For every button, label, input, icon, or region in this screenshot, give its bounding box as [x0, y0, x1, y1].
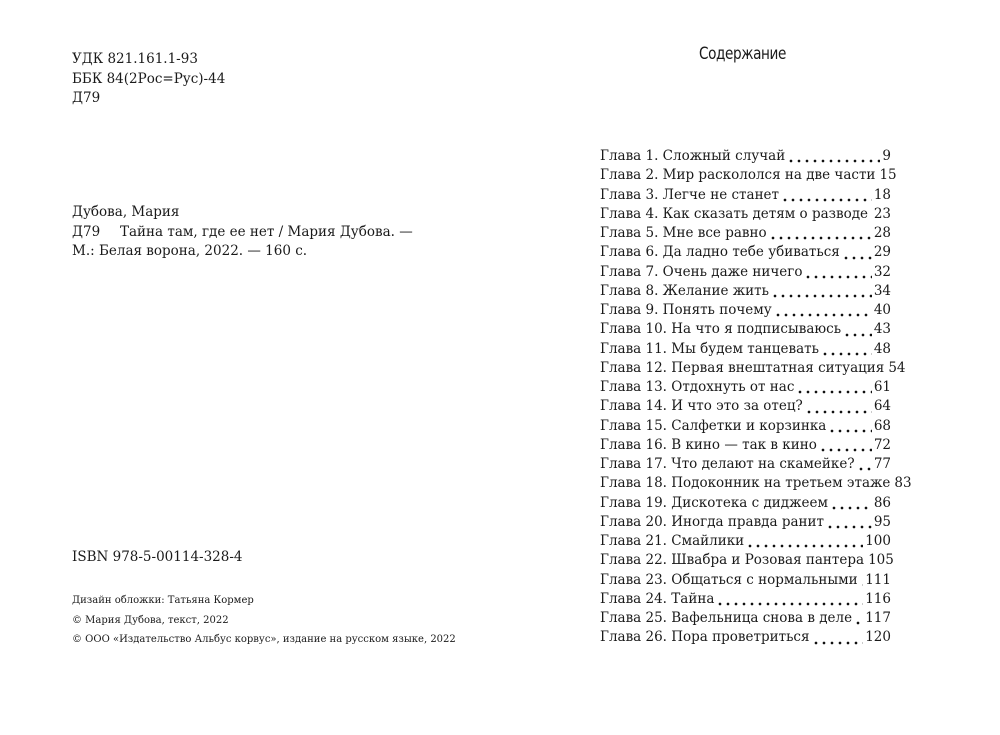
toc-entry-title: Глава 21. Смайлики: [600, 533, 745, 549]
toc-entry: [600, 571, 891, 590]
dot-leader: [821, 352, 872, 356]
toc-entry: [600, 455, 891, 474]
toc-entry-page: 18: [873, 186, 891, 203]
catalog-author: Дубова, Мария: [72, 204, 180, 220]
toc-entry-page: 15: [879, 167, 897, 184]
catalog-title: Тайна там, где ее нет / Мария Дубова. —: [120, 223, 413, 240]
dot-leader: [774, 313, 872, 317]
toc-entry-page: 43: [873, 321, 891, 338]
toc-entry-title: Глава 10. На что я подписываюсь: [600, 321, 842, 338]
toc-entry-title: Глава 26. Пора проветриться: [600, 629, 810, 646]
toc-entry-page: 48: [873, 340, 891, 357]
contents-page: [500, 0, 1000, 735]
contents-title: Содержание: [699, 44, 786, 64]
toc-entry: [600, 551, 894, 570]
toc-entry: [600, 301, 891, 320]
toc-entry: [600, 513, 891, 532]
edition-copyright: © ООО «Издательство Альбус корвус», издание на русском языке, 2022: [72, 634, 456, 645]
text-copyright: © Мария Дубова, текст, 2022: [72, 614, 229, 626]
toc-entry: [600, 340, 891, 359]
dot-leader: [746, 544, 863, 548]
dot-leader: [843, 333, 872, 337]
dot-leader: [804, 275, 871, 279]
toc-entry-title: Глава 24. Тайна: [600, 590, 715, 607]
toc-entry-title: Глава 14. И что это за отец?: [600, 398, 803, 415]
toc-entry-title: Глава 7. Очень даже ничего: [600, 263, 803, 280]
toc-entry-page: 23: [873, 205, 891, 222]
toc-entry: [600, 166, 897, 185]
dot-leader: [769, 236, 872, 240]
credits: [72, 591, 456, 650]
dot-leader: [830, 506, 872, 510]
dot-leader: [805, 410, 872, 414]
bbk-code: ББК 84(2Рос=Рус)-44: [72, 70, 226, 87]
toc-entry: [600, 474, 912, 493]
toc-entry: [600, 224, 891, 243]
toc-entry: [600, 609, 891, 628]
toc-entry: [600, 378, 891, 397]
toc-entry-page: 120: [865, 629, 891, 646]
toc-entry: [600, 494, 891, 513]
toc-entry-title: Глава 13. Отдохнуть от нас: [600, 379, 795, 395]
toc-entry-page: 9: [882, 148, 891, 164]
toc-entry-page: 61: [873, 379, 891, 395]
udc-code: УДК 821.161.1-93: [72, 51, 198, 67]
toc-entry-page: 86: [873, 494, 891, 511]
toc-entry-page: 77: [873, 456, 891, 472]
toc-entry: [600, 359, 906, 378]
toc-entry: [600, 628, 891, 647]
toc-entry-title: Глава 9. Понять почему: [600, 302, 772, 318]
dot-leader: [860, 583, 864, 587]
toc-entry: [600, 282, 891, 301]
toc-entry-title: Глава 17. Что делают на скамейке?: [600, 456, 855, 472]
toc-entry-page: 64: [873, 398, 891, 415]
toc-entry-title: Глава 2. Мир раскололся на две части: [600, 167, 876, 184]
toc-entry: [600, 243, 891, 262]
toc-entry: [600, 436, 891, 455]
toc-entry: [600, 320, 891, 339]
toc-entry: [600, 263, 891, 282]
toc-entry-title: Глава 1. Сложный случай: [600, 148, 786, 164]
toc-entry-page: 83: [894, 475, 912, 492]
toc-entry-title: Глава 12. Первая внештатная ситуация: [600, 359, 885, 376]
contents-list: [600, 147, 912, 648]
toc-entry: [600, 186, 891, 205]
toc-entry: [600, 147, 891, 166]
toc-entry-page: 32: [873, 263, 891, 280]
catalog-title-row: [72, 223, 413, 243]
toc-entry-title: Глава 15. Салфетки и корзинка: [600, 417, 827, 434]
toc-entry-page: 100: [865, 533, 891, 549]
toc-entry: [600, 532, 891, 551]
toc-entry-title: Глава 4. Как сказать детям о разводе: [600, 205, 869, 222]
dot-leader: [870, 217, 872, 221]
dot-leader: [812, 641, 864, 645]
toc-entry-page: 105: [868, 552, 894, 569]
dot-leader: [826, 525, 872, 529]
toc-entry-title: Глава 6. Да ладно тебе убиваться: [600, 244, 840, 261]
toc-entry-page: 72: [873, 436, 891, 453]
toc-entry-page: 68: [873, 417, 891, 434]
toc-entry-title: Глава 11. Мы будем танцевать: [600, 340, 819, 357]
toc-entry: [600, 417, 891, 436]
toc-entry-title: Глава 25. Вафельница снова в деле: [600, 610, 853, 626]
toc-entry-title: Глава 5. Мне все равно: [600, 225, 767, 241]
toc-entry-title: Глава 22. Швабра и Розовая пантера: [600, 552, 865, 569]
isbn: ISBN 978-5-00114-328-4: [72, 549, 243, 565]
dot-leader: [771, 294, 872, 298]
toc-entry: [600, 397, 891, 416]
toc-entry: [600, 590, 891, 609]
catalog-record: [72, 203, 413, 262]
toc-entry-title: Глава 16. В кино — так в кино: [600, 436, 817, 453]
toc-entry-title: Глава 3. Легче не станет: [600, 186, 780, 203]
author-mark: Д79: [72, 90, 101, 106]
dot-leader: [857, 467, 872, 471]
dot-leader: [842, 256, 872, 260]
toc-entry: [600, 205, 891, 224]
toc-entry-page: 117: [865, 610, 891, 626]
toc-entry-title: Глава 23. Общаться с нормальными: [600, 571, 858, 588]
dot-leader: [781, 198, 872, 202]
toc-entry-page: 28: [873, 225, 891, 241]
catalog-imprint: М.: Белая ворона, 2022. — 160 с.: [72, 243, 308, 259]
toc-entry-page: 54: [888, 359, 906, 376]
toc-entry-page: 111: [865, 571, 891, 588]
dot-leader: [716, 602, 863, 606]
dot-leader: [819, 448, 872, 452]
toc-entry-title: Глава 20. Иногда правда ранит: [600, 513, 824, 530]
toc-entry-page: 29: [873, 244, 891, 261]
toc-entry-page: 95: [873, 513, 891, 530]
catalog-code: Д79: [72, 223, 101, 240]
toc-entry-title: Глава 18. Подоконник на третьем этаже: [600, 475, 891, 492]
dot-leader: [828, 429, 872, 433]
dot-leader: [854, 621, 863, 625]
toc-entry-title: Глава 8. Желание жить: [600, 282, 769, 299]
classification-codes: [72, 50, 225, 109]
toc-entry-page: 116: [865, 590, 891, 607]
toc-entry-title: Глава 19. Дискотека с диджеем: [600, 494, 828, 511]
dot-leader: [796, 390, 871, 394]
toc-entry-page: 34: [873, 282, 891, 299]
dot-leader: [787, 159, 880, 163]
cover-design-credit: Дизайн обложки: Татьяна Кормер: [72, 595, 254, 606]
toc-entry-page: 40: [873, 302, 891, 318]
